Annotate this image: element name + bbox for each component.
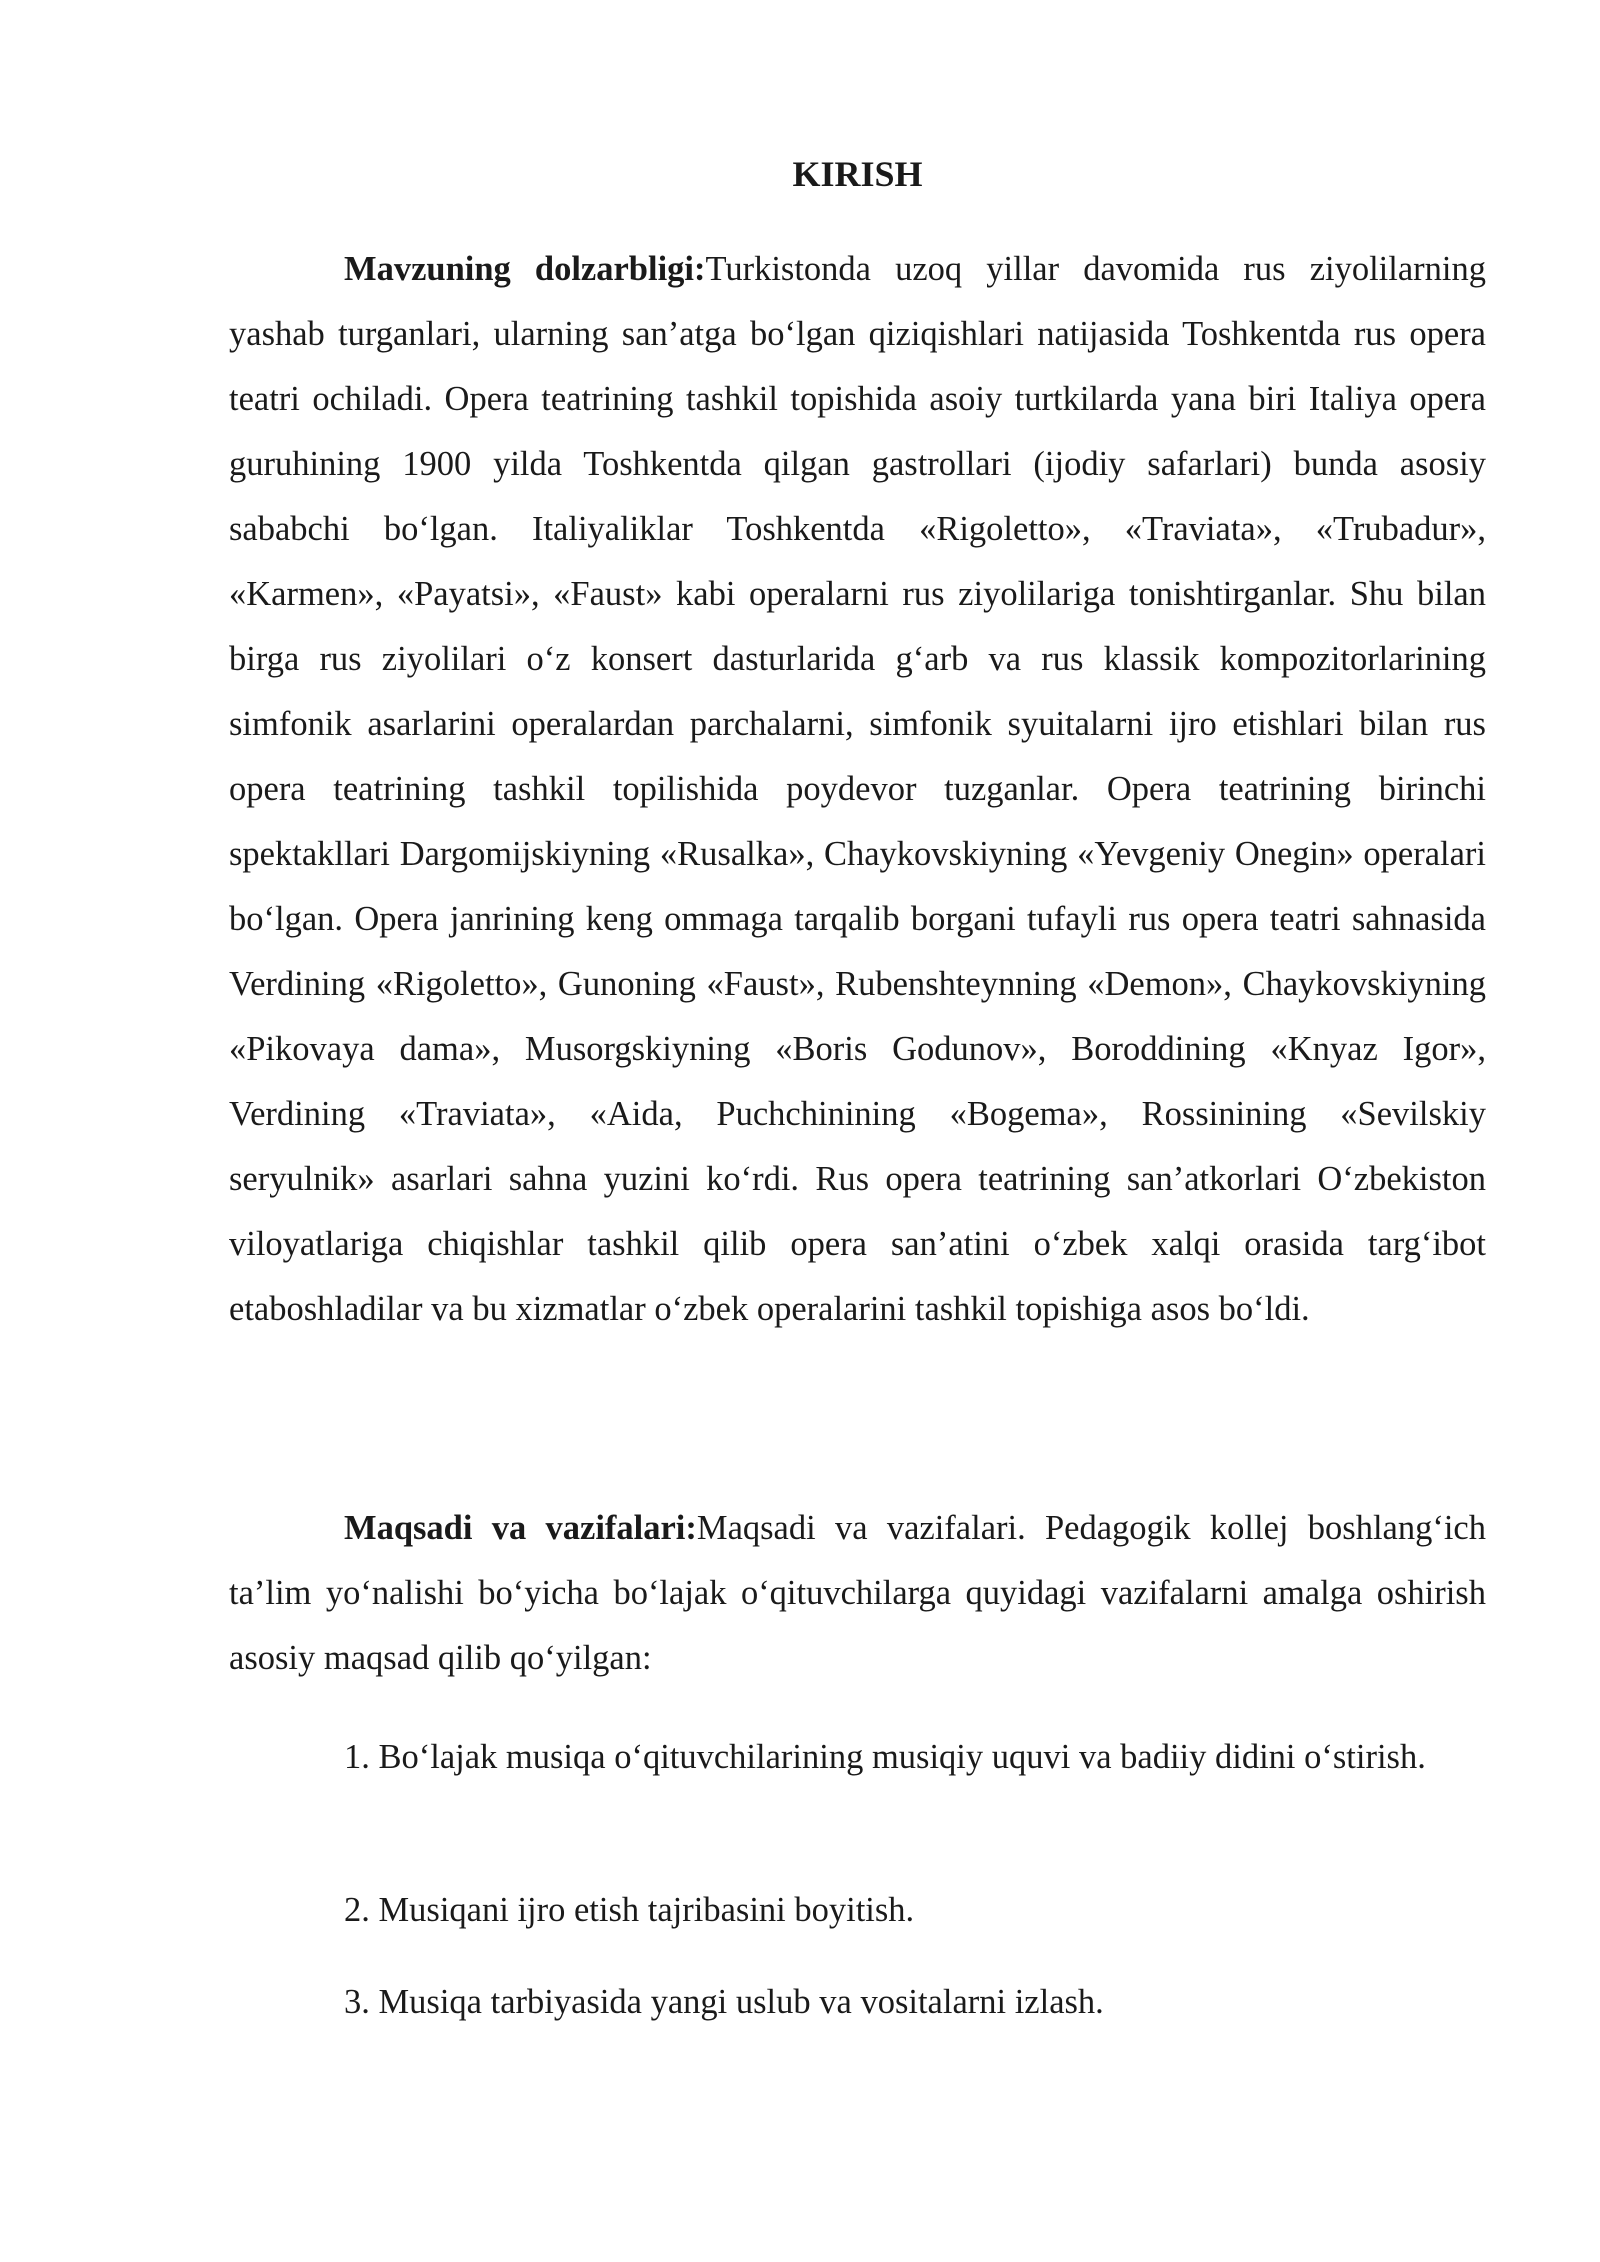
goals-heading: Maqsadi va vazifalari: <box>344 1509 697 1547</box>
relevance-text: Turkistonda uzoq yillar davomida rus ziyolilarning yashab turganlari, ularning san’atga bo‘lgan qiziqishlari natijasida Toshkentda rus opera teatri ochiladi. Opera teatrining tashkil topishida asoiy turtkilarda yana biri Italiya opera guruhining 1900 yilda Toshkentda qilgan gastrollari (ijodiy safarlari) bunda asosiy sababchi bo‘lgan. Italiyaliklar Toshkentda «Rigoletto», «Traviata», «Trubadur», «Karmen», «Payatsi», «Faust» kabi operalarni rus ziyolilariga tonishtirganlar. Shu bilan birga rus ziyolilari o‘z konsert dasturlarida g‘arb va rus klassik kompozitorlarining simfonik asarlarini operalardan parchalarni, simfonik syuitalarni ijro etishlari bilan rus opera teatrining tashkil topilishida poydevor tuzganlar. Opera teatrining birinchi spektakllari Dargomijskiyning «Rusalka», Chaykovskiyning «Yevgeniy Onegin» operalari bo‘lgan. Opera janrining keng ommaga tarqalib borgani tufayli rus opera teatri sahnasida Verdining «Rigoletto», Gunoning «Faust», Rubenshteynning «Demon», Chaykovskiyning «Pikovaya dama», Musorgskiyning «Boris Godunov», Boroddining «Knyaz Igor», Verdining «Traviata», «Aida, Puchchinining «Bogema», Rossinining «Sevilskiy seryulnik» asarlari sahna yuzini ko‘rdi. Rus opera teatrining san’atkorlari O‘zbekiston viloyatlariga chiqishlar tashkil qilib opera san’atini o‘zbek xalqi orasida targ‘ibot etaboshladilar va bu xizmatlar o‘zbek operalarini tashkil topishiga asos bo‘ldi. <box>229 250 1486 1328</box>
relevance-heading: Mavzuning dolzarbligi: <box>344 250 706 288</box>
page-title: KIRISH <box>792 154 923 194</box>
goals-text: Maqsadi va vazifalari. Pedagogik kollej boshlang‘ich ta’lim yo‘nalishi bo‘yicha bo‘lajak o‘qituvchilarga quyidagi vazifalarni amalga oshirish asosiy maqsad qilib qo‘yilgan: <box>229 1509 1486 1677</box>
list-item: 1. Bo‘lajak musiqa o‘qituvchilarining musiqiy uquvi va badiiy didini o‘stirish. <box>344 1738 1426 1776</box>
goals-paragraph <box>229 1496 1486 1691</box>
list-item: 3. Musiqa tarbiyasida yangi uslub va vositalarni izlash. <box>344 1983 1104 2021</box>
relevance-paragraph <box>229 237 1486 1342</box>
list-item: 2. Musiqani ijro etish tajribasini boyitish. <box>344 1891 915 1929</box>
